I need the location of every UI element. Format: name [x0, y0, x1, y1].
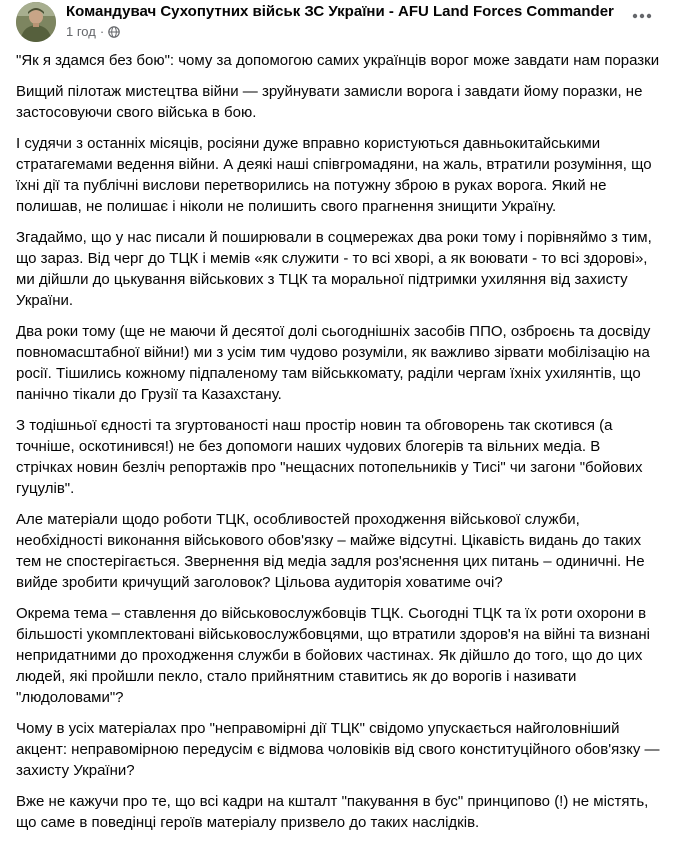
- post-timestamp[interactable]: 1 год: [66, 24, 96, 39]
- post-header: [16, 2, 656, 42]
- post-paragraph: І судячи з останніх місяців, росіяни дуже вправно користуються давньокитайськими стратагемами ведення війни. А деякі наші співгромадяни, на жаль, втратили розуміння, що їхні дії та публічні вислови перетворились на потужну зброю в руках ворога. Який не полишав, не полишає і ніколи не полишить свого прагнення знищити Україну.: [16, 135, 652, 215]
- post-body: [16, 50, 660, 843]
- post-paragraph: Два роки тому (ще не маючи й десятої долі сьогоднішніх засобів ППО, озброєнь та досвіду повномасштабної війни!) ми з усім тим чудово розуміли, як важливо зірвати мобілізацію на росії. Тішились кожному підпаленому там військкомату, раділи чергам їхніх ухилянтів, що панічно тікали до Грузії та Казахстану.: [16, 323, 651, 403]
- meta-separator: ·: [99, 24, 105, 39]
- post-paragraph: Чому в усіх матеріалах про "неправомірні дії ТЦК" свідомо упускається найголовніший акцент: неправомірною передусім є відмова чоловіків від свого конституційного обов'язку — захисту України?: [16, 720, 660, 779]
- post-paragraph: Згадаймо, що у нас писали й поширювали в соцмережах два роки тому і порівняймо з тим, що зараз. Від черг до ТЦК і мемів «як служити - то всі хворі, а як воювати - то всі здорові», ми дійшли до цькування військових з ТЦК та моральної підтримки ухиляння від захисту України.: [16, 229, 652, 309]
- author-avatar[interactable]: [16, 2, 56, 42]
- author-name[interactable]: Командувач Сухопутних військ ЗС України - AFU Land Forces Commander: [66, 3, 614, 20]
- more-options-icon: [632, 13, 652, 19]
- post-meta: [66, 24, 120, 39]
- globe-icon[interactable]: [108, 26, 120, 38]
- avatar-image: [16, 2, 56, 42]
- post-paragraph: "Як я здамся без бою": чому за допомогою самих українців ворог може завдати нам поразки: [16, 52, 660, 69]
- post-paragraph: Вже не кажучи про те, що всі кадри на кшталт "пакування в бус" принципово (!) не містять, що саме в поведінці героїв матеріалу призвело до таких наслідків.: [16, 793, 649, 831]
- more-options-button[interactable]: [628, 6, 656, 26]
- post-paragraph: З тодішньої єдності та згуртованості наш простір новин та обговорень так скотився (а точніше, оскотинився!) не без допомоги наших чудових блогерів та вільних медіа. В стрічках новин безліч репортажів про "нещасних потопельників у Тисі" чи загони "бойових гуцулів".: [16, 417, 643, 497]
- post-paragraph: Вищий пілотаж мистецтва війни — зруйнувати замисли ворога і завдати йому поразки, не застосовуючи свого війська в бою.: [16, 83, 643, 121]
- post-paragraph: Але матеріали щодо роботи ТЦК, особливостей проходження військової служби, необхідності виконання військового обов'язку – майже відсутні. Цікавість видань до таких тем не спостерігається. Звернення від медіа задля роз'яснення цих питань – одиничні. Не вийде зробити кричущий заголовок? Цільова аудиторія ховатиме очі?: [16, 511, 645, 591]
- post-paragraph: Окрема тема – ставлення до військовослужбовців ТЦК. Сьогодні ТЦК та їх роти охорони в більшості укомплектовані військовослужбовцями, що втратили здоров'я на війні та визнані непридатними до проходження служби в бойових частинах. Як дійшло до того, що до цих людей, які пройшли пекло, стало прийнятним ставитись як до ворогів і називати "людоловами"?: [16, 605, 650, 706]
